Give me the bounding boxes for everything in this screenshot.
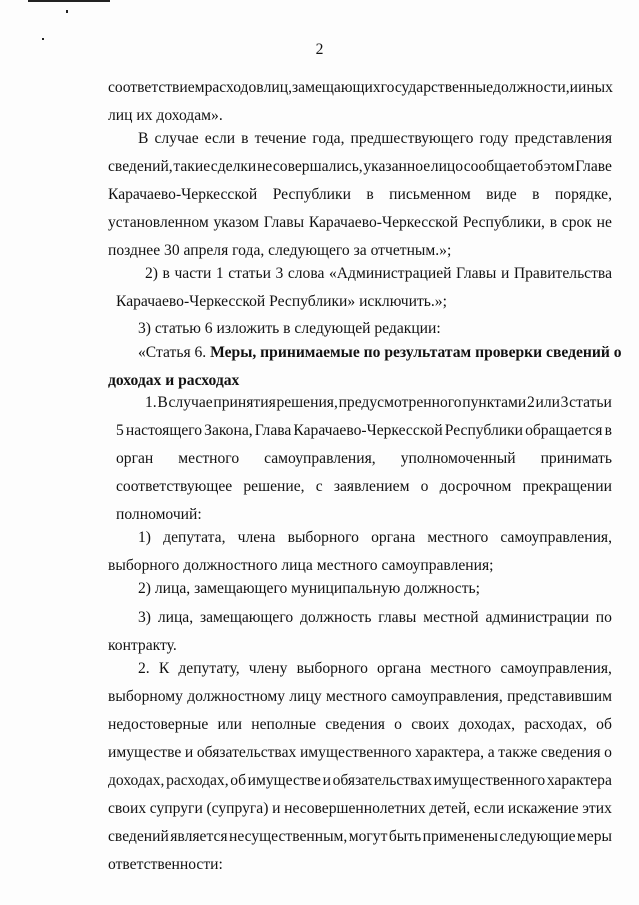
text-line (108, 795, 612, 823)
word: быть (388, 828, 422, 845)
text-line (138, 604, 612, 632)
word: если (473, 800, 505, 817)
word: статьи (569, 394, 612, 411)
word: и (272, 800, 281, 817)
word: о (420, 478, 429, 495)
word: случае (168, 394, 213, 411)
word: предшествующего (350, 130, 474, 147)
word: в (549, 214, 558, 231)
word: местной (423, 609, 479, 626)
word: не (596, 214, 612, 231)
word: депутату, (178, 660, 240, 677)
word: самоуправления, (391, 688, 503, 705)
article-heading: доходах и расходах (108, 372, 240, 389)
text-line (116, 417, 612, 445)
word: обязательствах (332, 772, 432, 789)
word: В (138, 130, 149, 147)
word: случае (154, 130, 199, 147)
word: супруги (149, 800, 203, 817)
word: в (532, 186, 540, 203)
word: искажение (507, 800, 579, 817)
word: 1) (138, 529, 151, 546)
word: представления (514, 130, 612, 147)
word: уполномоченный (400, 450, 516, 467)
word: сведений, (108, 158, 173, 175)
word: года, (312, 130, 345, 147)
word: члену (248, 660, 288, 677)
word: Республики, (462, 214, 545, 231)
word: администрации (485, 609, 589, 626)
text-line (116, 473, 612, 501)
word: самоуправления, (264, 450, 376, 467)
word: государственные (380, 79, 494, 96)
word: орган (116, 450, 154, 467)
word: расходах, (524, 716, 587, 733)
word: сведений (108, 828, 169, 845)
text-line (138, 655, 612, 683)
word: Республики (444, 422, 523, 439)
word: лиц, (263, 79, 293, 96)
text-line (108, 209, 612, 237)
word: в (241, 130, 249, 147)
word: депутата, (163, 529, 226, 546)
text-line (145, 389, 612, 417)
word: установленном (108, 214, 209, 231)
word: лицо (430, 158, 464, 175)
word: 5 (116, 422, 124, 439)
word: неполные (251, 716, 316, 733)
word: должности, (493, 79, 570, 96)
word: настоящего (125, 422, 203, 439)
word: срок (561, 214, 592, 231)
article-prefix: «Статья 6. (138, 344, 211, 361)
word: этом (543, 158, 575, 175)
word: решение, (243, 478, 305, 495)
word: местного (427, 529, 489, 546)
word: местного (325, 688, 387, 705)
word: указанное (363, 158, 431, 175)
word: Глава (254, 422, 292, 439)
word: об (596, 716, 612, 733)
word: об (527, 158, 544, 175)
text-line (108, 711, 612, 739)
word: если (204, 130, 236, 147)
word: соответствующее (116, 478, 233, 495)
word: заявлением (333, 478, 410, 495)
word: обязательствах (196, 744, 297, 761)
word: является (170, 828, 228, 845)
word: письменном (389, 186, 471, 203)
word: течение (254, 130, 307, 147)
text-line (108, 823, 612, 851)
word: члена (237, 529, 276, 546)
word: самоуправления, (500, 660, 612, 677)
word: Республики (272, 186, 351, 203)
word: несовершеннолетних (284, 800, 426, 817)
word: и (500, 265, 510, 282)
word: замещающих (292, 79, 381, 96)
word: также (498, 744, 538, 761)
word: 2. (138, 660, 150, 677)
word: сообщает (463, 158, 527, 175)
word: меры (576, 828, 612, 845)
word: лицу (289, 688, 322, 705)
word: прекращении (522, 478, 612, 495)
word: представившим (507, 688, 612, 705)
word: по (595, 609, 612, 626)
word: в (604, 422, 612, 439)
word: применены (422, 828, 498, 845)
word: главы (378, 609, 417, 626)
word: имущественного (433, 772, 546, 789)
word: Главе (575, 158, 612, 175)
word: лица, (157, 609, 194, 626)
word: году (479, 130, 509, 147)
word: указом (213, 214, 259, 231)
text-line: контракту. (108, 637, 177, 654)
word: о (604, 744, 612, 761)
word: об (230, 772, 247, 789)
word: должностному (187, 688, 286, 705)
word: решения, (276, 394, 338, 411)
word: в (366, 186, 374, 203)
text-line (145, 260, 612, 288)
word: Карачаево-Черкесской (293, 422, 443, 439)
word: Карачаево-Черкесской (308, 214, 459, 231)
text-line (108, 153, 612, 181)
word: местного (178, 450, 240, 467)
word: в (162, 265, 170, 282)
word: совершались, (272, 158, 363, 175)
word: недостоверные (108, 716, 209, 733)
text-line: выборного должностного лица местного самоуправления; (108, 557, 494, 574)
word: следующие (499, 828, 576, 845)
word: иных (577, 79, 613, 96)
word: порядке, (554, 186, 612, 203)
word: 1. (145, 394, 157, 411)
article-heading: Меры, принимаемые по результатам проверки сведений о (210, 344, 622, 361)
word: расходах, (166, 772, 229, 789)
text-line: 2) лица, замещающего муниципальную должность; (138, 580, 480, 597)
text-line (138, 524, 612, 552)
word: расходов (204, 79, 264, 96)
word: местного (430, 660, 492, 677)
word: 3) (138, 609, 151, 626)
text-line (116, 445, 612, 473)
text-line: Карачаево-Черкесской Республики» исключить.»; (116, 293, 447, 310)
word: детей, (429, 800, 471, 817)
word: доходах, (108, 772, 165, 789)
word: 3 (275, 265, 284, 282)
text-line (108, 739, 612, 767)
word: Главы (456, 265, 497, 282)
word: или (217, 716, 242, 733)
text-line (108, 683, 612, 711)
word: органа (371, 529, 416, 546)
word: обращается (525, 422, 603, 439)
word: соответствием (108, 79, 205, 96)
word: предусмотренного (338, 394, 462, 411)
word: Карачаево-Черкесской (108, 186, 258, 203)
word: с (315, 478, 323, 495)
page-number: 2 (315, 41, 324, 58)
word: органа (377, 660, 422, 677)
word: и (322, 772, 331, 789)
word: (супруга) (206, 800, 269, 817)
word: характера, (415, 744, 485, 761)
word: сведения (540, 744, 601, 761)
word: и (184, 744, 194, 761)
word: досрочном (439, 478, 512, 495)
word: о (394, 716, 402, 733)
word: принятия (213, 394, 276, 411)
text-line (138, 125, 612, 153)
word: Правительства (513, 265, 612, 282)
text-line: лиц их доходам». (108, 107, 223, 124)
text-line (138, 339, 622, 367)
word: К (158, 660, 170, 677)
text-line: ответственности: (108, 856, 223, 873)
word: и (569, 79, 578, 96)
word: имуществе (247, 772, 321, 789)
word: сделки (210, 158, 257, 175)
word: Главы (263, 214, 305, 231)
word: а (487, 744, 495, 761)
word: выборного (287, 529, 359, 546)
word: этих (582, 800, 612, 817)
word: 2 (526, 394, 535, 411)
word: не (256, 158, 273, 175)
scan-mark-top (28, 0, 110, 2)
word: должность (299, 609, 372, 626)
word: своих (411, 716, 450, 733)
word: принимать (540, 450, 612, 467)
word: слова (287, 265, 325, 282)
text-line (108, 767, 612, 795)
scan-speck (42, 38, 44, 40)
word: 1 (215, 265, 224, 282)
word: замещающего (199, 609, 294, 626)
word: статьи (228, 265, 271, 282)
word: части (174, 265, 212, 282)
word: 2) (145, 265, 158, 282)
text-line (108, 74, 612, 102)
word: доходах, (458, 716, 516, 733)
word: сведения (325, 716, 385, 733)
word: несущественным, (228, 828, 348, 845)
word: характера (546, 772, 612, 789)
text-line: позднее 30 апреля года, следующего за отчетным.»; (108, 242, 452, 259)
word: своих (108, 800, 147, 817)
word: выборному (108, 688, 183, 705)
word: имущественного (299, 744, 412, 761)
word: пунктами (462, 394, 527, 411)
word: или (535, 394, 560, 411)
word: «Администрацией (328, 265, 452, 282)
word: самоуправления, (500, 529, 612, 546)
word: могут (348, 828, 388, 845)
text-line (108, 181, 612, 209)
word: выборного (296, 660, 368, 677)
text-line: полномочий: (116, 506, 202, 523)
scan-speck (66, 10, 68, 13)
word: В (157, 394, 168, 411)
word: Закона, (204, 422, 253, 439)
word: 3 (560, 394, 569, 411)
word: такие (173, 158, 211, 175)
text-line: 3) статью 6 изложить в следующей редакции: (138, 320, 441, 337)
word: имуществе (108, 744, 182, 761)
word: виде (486, 186, 517, 203)
